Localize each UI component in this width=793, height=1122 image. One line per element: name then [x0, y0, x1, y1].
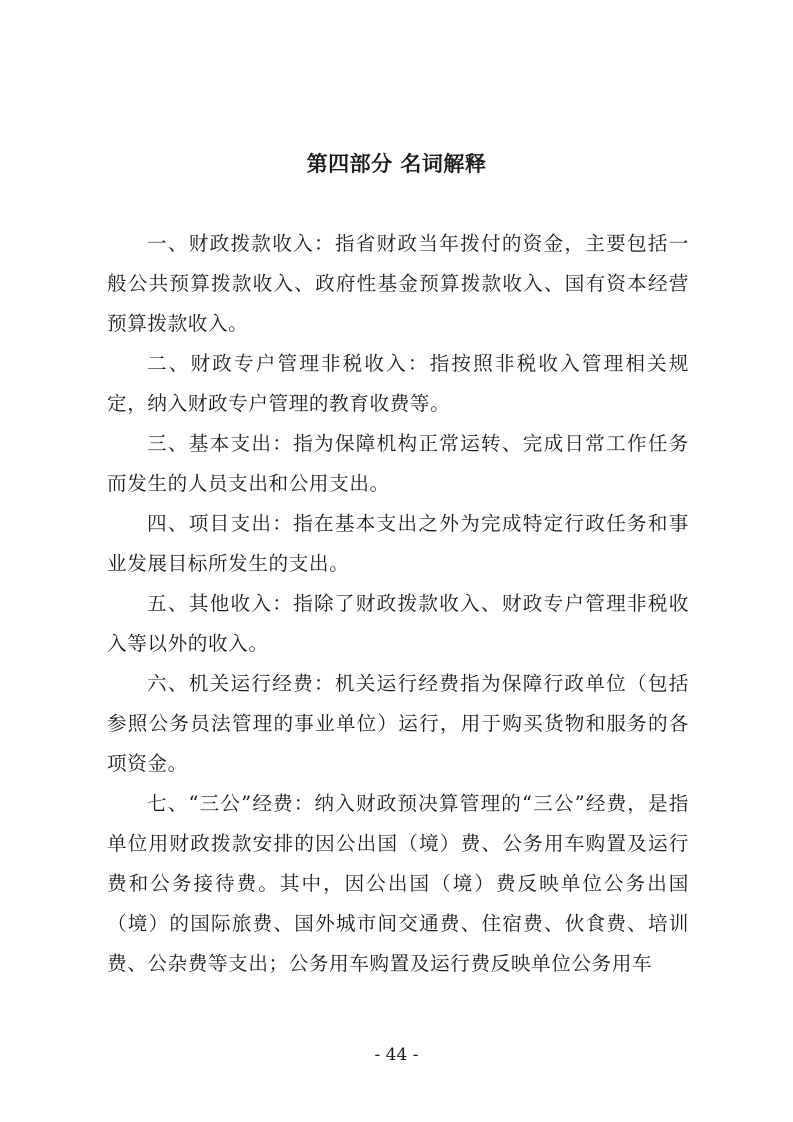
definition-paragraph-1: 一、财政拨款收入：指省财政当年拨付的资金，主要包括一般公共预算拨款收入、政府性基金预算拨款收入、国有资本经营预算拨款收入。: [107, 232, 689, 335]
definition-paragraph-7: 七、“三公”经费：纳入财政预决算管理的“三公”经费，是指单位用财政拨款安排的因公出国（境）费、公务用车购置及运行费和公务接待费。其中，因公出国（境）费反映单位公务出国（境）的国际旅费、国外城市间交通费、住宿费、伙食费、培训费、公杂费等支出；公务用车购置及运行费反映单位公务用车: [107, 792, 689, 975]
definition-paragraph-6: 六、机关运行经费：机关运行经费指为保障行政单位（包括参照公务员法管理的事业单位）运行，用于购买货物和服务的各项资金。: [107, 672, 689, 775]
section-title: 第四部分 名词解释: [306, 152, 487, 176]
page-number: - 44 -: [374, 1045, 419, 1065]
definition-paragraph-3: 三、基本支出：指为保障机构正常运转、完成日常工作任务而发生的人员支出和公用支出。: [107, 432, 689, 495]
definition-paragraph-2: 二、财政专户管理非税收入：指按照非税收入管理相关规定，纳入财政专户管理的教育收费等。: [107, 352, 689, 415]
definition-paragraph-4: 四、项目支出：指在基本支出之外为完成特定行政任务和事业发展目标所发生的支出。: [107, 512, 689, 575]
definition-paragraph-5: 五、其他收入：指除了财政拨款收入、财政专户管理非税收入等以外的收入。: [107, 592, 689, 655]
document-body: [107, 224, 689, 984]
